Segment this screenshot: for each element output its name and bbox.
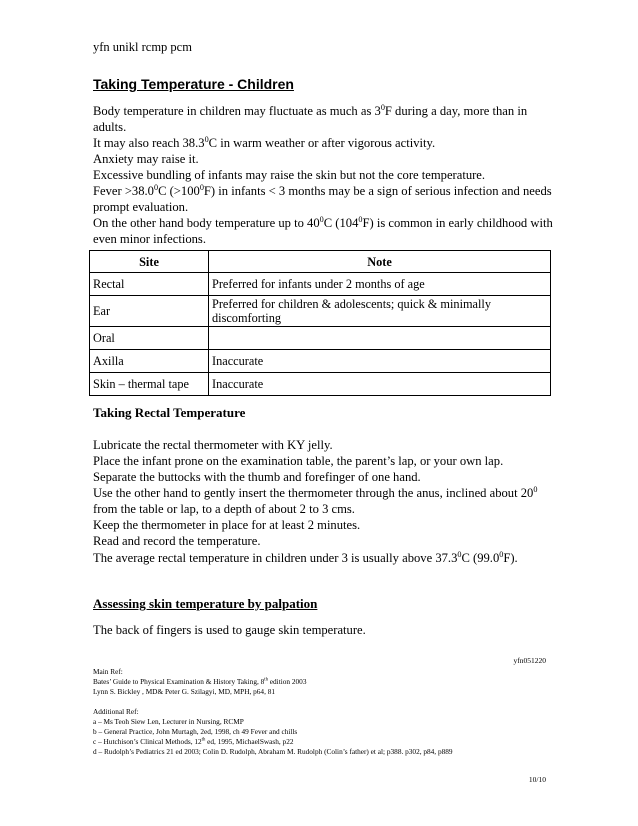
table-cell-note: Preferred for infants under 2 months of age: [209, 273, 551, 296]
superscript: 0: [199, 182, 204, 192]
superscript: 0: [499, 549, 504, 559]
palpation-text: The back of fingers is used to gauge skin temperature.: [93, 623, 366, 637]
table-row: [90, 327, 551, 350]
rectal-step: Keep the thermometer in place for at least 2 minutes.: [93, 518, 361, 532]
superscript: 0: [153, 182, 159, 192]
reference-line: Additional Ref:: [93, 707, 139, 716]
page-title: Taking Temperature - Children: [93, 76, 294, 92]
reference-line: Bates’ Guide to Physical Examination & History Taking, 8th edition 2003: [93, 677, 307, 686]
reference-line: Lynn S. Bickley , MD& Peter G. Szilagyi, MD, MPH, p64, 81: [93, 687, 276, 696]
table-header-row: [90, 251, 551, 273]
rectal-section-title: Taking Rectal Temperature: [93, 405, 246, 420]
rectal-step: Place the infant prone on the examination table, the parent’s lap, or your own lap.: [93, 454, 504, 468]
palpation-section-title: Assessing skin temperature by palpation: [93, 596, 318, 611]
table-row: [90, 296, 551, 327]
reference-spacer: [93, 697, 563, 707]
table-cell-site: Rectal: [90, 273, 209, 296]
rectal-step: Read and record the temperature.: [93, 534, 261, 548]
table-cell-note: [209, 327, 551, 350]
table-cell-note: Inaccurate: [209, 373, 551, 396]
rectal-steps: [93, 437, 563, 549]
superscript: 0: [533, 484, 538, 494]
superscript: th: [201, 737, 206, 743]
intro-line: Anxiety may raise it.: [93, 152, 199, 166]
table-cell-site: Axilla: [90, 350, 209, 373]
table-row: [90, 273, 551, 296]
intro-line: Excessive bundling of infants may raise the skin but not the core temperature.: [93, 168, 486, 182]
table-header-note: Note: [209, 251, 551, 273]
reference-line: Main Ref:: [93, 667, 123, 676]
rectal-step: Separate the buttocks with the thumb and forefinger of one hand.: [93, 470, 421, 484]
rectal-average-note: The average rectal temperature in children under 3 is usually above 37.3$^0$C (99.0$^0$F).: [93, 549, 518, 565]
reference-line: b – General Practice, John Murtagh, 2ed, 1998, ch 49 Fever and chills: [93, 727, 298, 736]
table-cell-note: Preferred for children & adolescents; quick & minimally discomforting: [209, 296, 551, 327]
table-cell-site: Ear: [90, 296, 209, 327]
superscript: 0: [319, 214, 324, 224]
rectal-step: Use the other hand to gently insert the thermometer through the anus, inclined about $20^0$ from the table or lap, to a depth of about 2 to 3 cms.: [93, 484, 538, 516]
superscript: 0: [380, 102, 385, 112]
table-header-site: Site: [90, 251, 209, 273]
intro-paragraphs: [93, 103, 553, 247]
references: [93, 667, 563, 757]
intro-line: On the other hand body temperature up to $40^0C$ $(104^0F)$ is common in early childhood with even minor infections.: [93, 214, 553, 246]
temperature-site-table: [89, 250, 551, 396]
table-row: [90, 350, 551, 373]
page-header: yfn unikl rcmp pcm: [93, 40, 192, 54]
intro-line: Body temperature in children may fluctuate as much as $3^0F$ during a day, more than in adults.: [93, 102, 528, 134]
table-cell-site: Skin – thermal tape: [90, 373, 209, 396]
table-cell-site: Oral: [90, 327, 209, 350]
superscript: 0: [358, 214, 363, 224]
reference-line: c – Hutchison’s Clinical Methods, 12th ed, 1995, MichaelSwash, p22: [93, 737, 294, 746]
document-code: yfn051220: [513, 656, 546, 665]
superscript: 0: [457, 549, 462, 559]
intro-line: Fever $>38.0^0C$ $(>100^0F)$ in infants < 3 months may be a sign of serious infection and needs prompt evaluation.: [93, 182, 552, 214]
superscript: th: [264, 677, 268, 683]
page-number: 10/10: [528, 775, 546, 784]
rectal-step: Lubricate the rectal thermometer with KY jelly.: [93, 438, 333, 452]
reference-line: d – Rudolph’s Pediatrics 21 ed 2003; Colin D. Rudolph, Abraham M. Rudolph (Colin’s father) et al; p388. p302, p84, p889: [93, 747, 453, 756]
superscript: 0: [204, 134, 209, 144]
intro-line: It may also reach 38.3$^0$C in warm weather or after vigorous activity.: [93, 134, 436, 150]
table-row: [90, 373, 551, 396]
table-cell-note: Inaccurate: [209, 350, 551, 373]
reference-line: a – Ms Teoh Siew Len, Lecturer in Nursing, RCMP: [93, 717, 244, 726]
